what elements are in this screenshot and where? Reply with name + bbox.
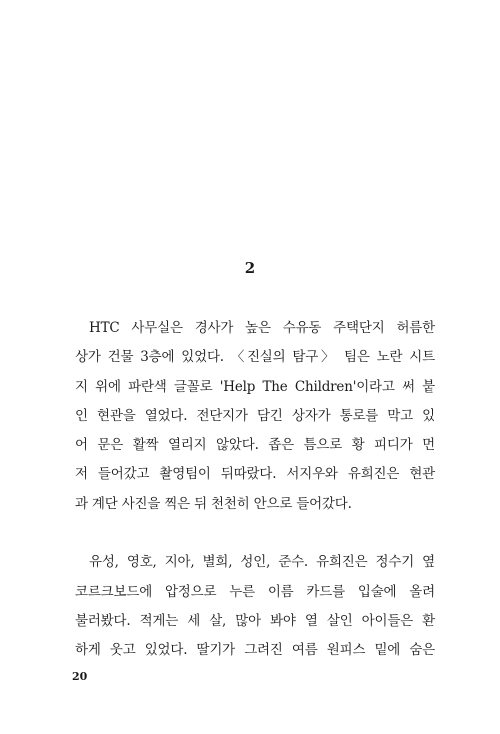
text-line: 저 들어갔고 촬영팀이 뒤따랐다. 서지우와 유희진은 현관 xyxy=(75,466,435,483)
text-line: 상가 건물 3층에 있었다. 〈진실의 탐구〉 팀은 노란 시트 xyxy=(75,349,435,366)
text-line: 하게 웃고 있었다. 딸기가 그려진 여름 원피스 밑에 숨은 xyxy=(75,642,435,659)
text-line: HTC 사무실은 경사가 높은 수유동 주택단지 허름한 xyxy=(89,320,435,336)
body-text xyxy=(75,314,435,666)
page-number: 20 xyxy=(72,670,88,683)
text-line: 지 위에 파란색 글꼴로 'Help The Children'이라고 써 붙 xyxy=(75,378,435,395)
text-line: 어 문은 활짝 열리지 않았다. 좁은 틈으로 황 피디가 먼 xyxy=(75,437,435,454)
text-line: 코르크보드에 압정으로 누른 이름 카드를 입술에 올려 xyxy=(75,583,435,600)
text-line: 불러봤다. 적게는 세 살, 많아 봐야 열 살인 아이들은 환 xyxy=(75,612,435,629)
paragraph-2 xyxy=(75,548,435,665)
text-line: 인 현관을 열었다. 전단지가 담긴 상자가 통로를 막고 있 xyxy=(75,407,435,424)
paragraph-1 xyxy=(75,314,435,519)
chapter-number: 2 xyxy=(244,259,256,277)
text-line: 과 계단 사진을 찍은 뒤 천천히 안으로 들어갔다. xyxy=(75,495,352,512)
text-line: 유성, 영호, 지아, 별희, 성인, 준수. 유희진은 정수기 옆 xyxy=(89,554,435,571)
